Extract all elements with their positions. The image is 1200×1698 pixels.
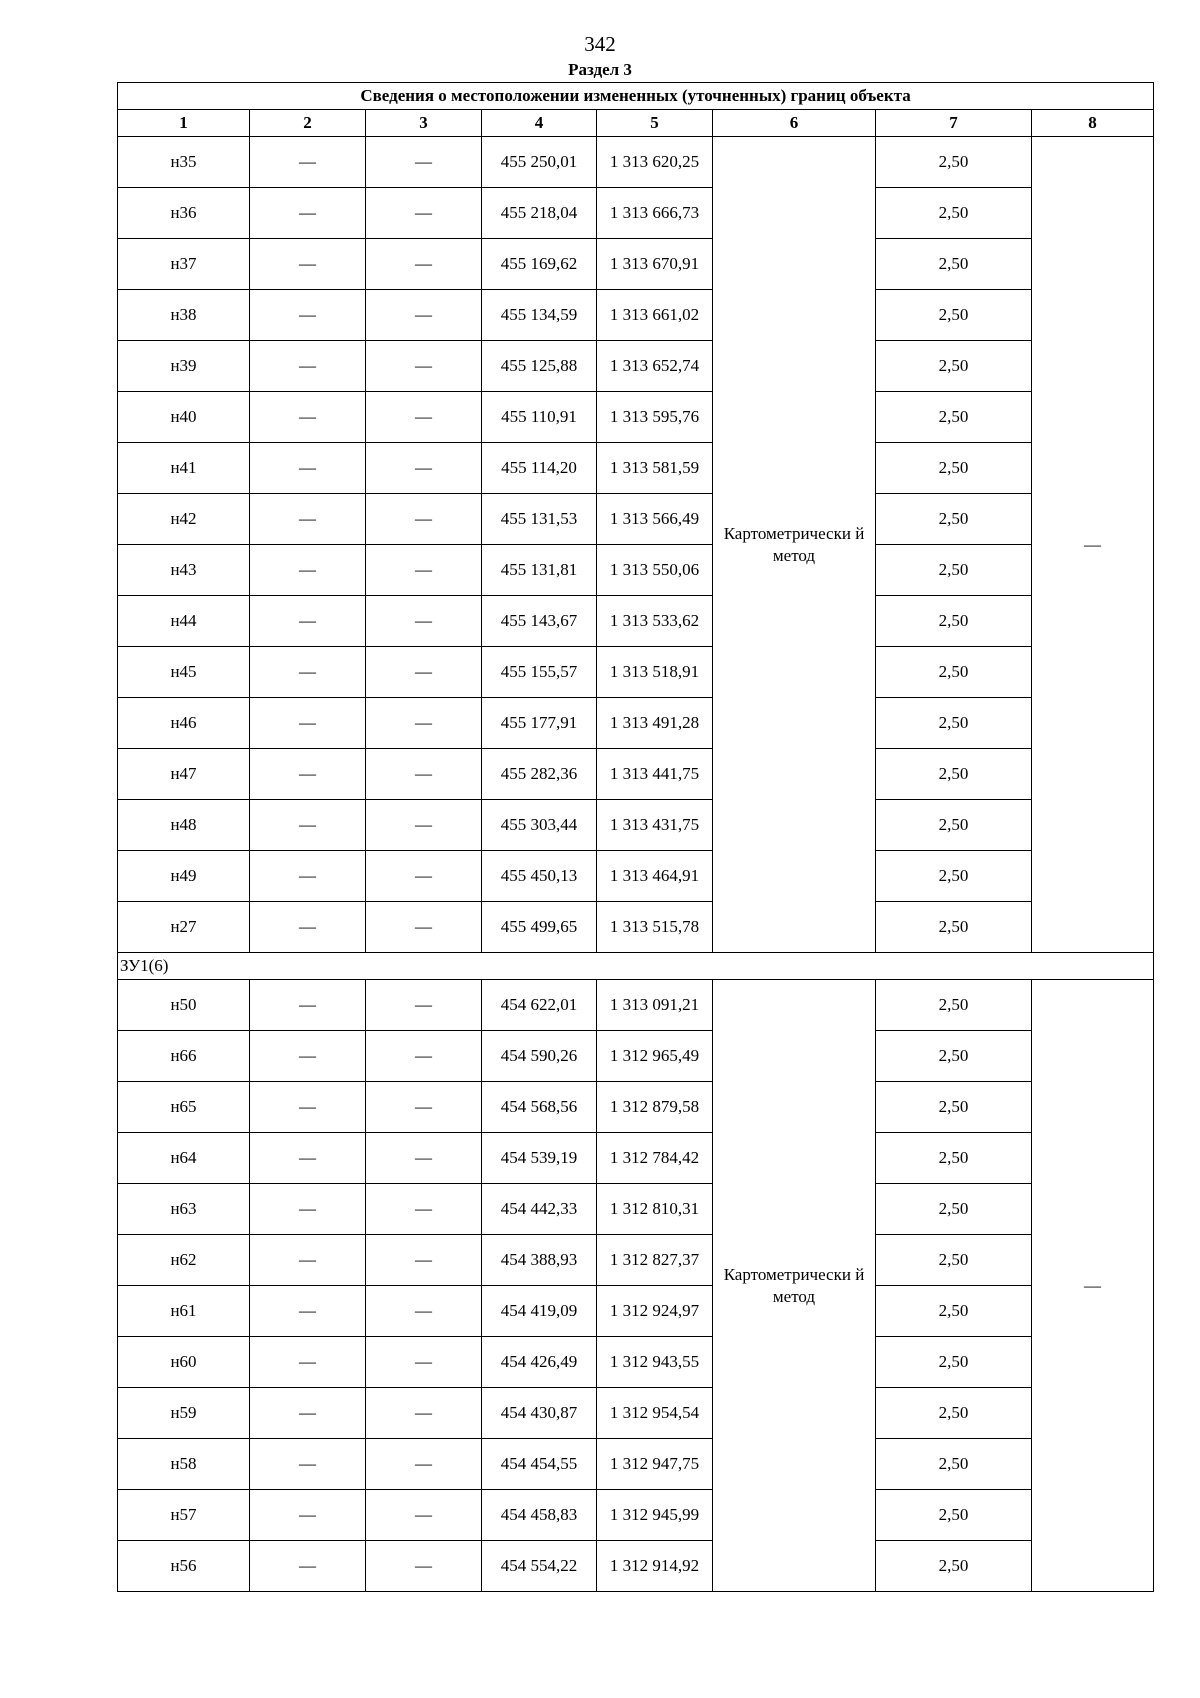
column-header: 7	[876, 110, 1032, 137]
cell-col3: —	[366, 341, 482, 392]
table-row	[118, 341, 1154, 392]
x-coordinate-cell: 454 419,09	[482, 1286, 597, 1337]
cell-col3: —	[366, 239, 482, 290]
cell-col3: —	[366, 749, 482, 800]
point-number-cell: н56	[118, 1541, 250, 1592]
cell-col3: —	[366, 392, 482, 443]
table-row	[118, 980, 1154, 1031]
table-row	[118, 902, 1154, 953]
table-row	[118, 1031, 1154, 1082]
x-coordinate-cell: 455 303,44	[482, 800, 597, 851]
table-row	[118, 851, 1154, 902]
x-coordinate-cell: 455 169,62	[482, 239, 597, 290]
accuracy-cell: 2,50	[876, 137, 1032, 188]
y-coordinate-cell: 1 313 566,49	[597, 494, 713, 545]
x-coordinate-cell: 454 590,26	[482, 1031, 597, 1082]
point-number-cell: н45	[118, 647, 250, 698]
cell-col3: —	[366, 443, 482, 494]
cell-col3: —	[366, 596, 482, 647]
column-header: 2	[250, 110, 366, 137]
x-coordinate-cell: 455 450,13	[482, 851, 597, 902]
y-coordinate-cell: 1 313 661,02	[597, 290, 713, 341]
cell-col3: —	[366, 1235, 482, 1286]
x-coordinate-cell: 454 568,56	[482, 1082, 597, 1133]
point-number-cell: н66	[118, 1031, 250, 1082]
point-number-cell: н44	[118, 596, 250, 647]
table-row	[118, 1235, 1154, 1286]
cell-col3: —	[366, 1337, 482, 1388]
accuracy-cell: 2,50	[876, 698, 1032, 749]
table-row	[118, 1133, 1154, 1184]
point-number-cell: н39	[118, 341, 250, 392]
x-coordinate-cell: 454 388,93	[482, 1235, 597, 1286]
table-row	[118, 1337, 1154, 1388]
x-coordinate-cell: 455 125,88	[482, 341, 597, 392]
cell-col2: —	[250, 1286, 366, 1337]
x-coordinate-cell: 455 131,53	[482, 494, 597, 545]
point-number-cell: н62	[118, 1235, 250, 1286]
accuracy-cell: 2,50	[876, 1031, 1032, 1082]
accuracy-cell: 2,50	[876, 1235, 1032, 1286]
header-row	[118, 110, 1154, 137]
accuracy-cell: 2,50	[876, 1490, 1032, 1541]
cell-col2: —	[250, 980, 366, 1031]
cell-col3: —	[366, 1490, 482, 1541]
table-row	[118, 545, 1154, 596]
cell-col3: —	[366, 1133, 482, 1184]
column-header: 3	[366, 110, 482, 137]
x-coordinate-cell: 455 131,81	[482, 545, 597, 596]
x-coordinate-cell: 454 442,33	[482, 1184, 597, 1235]
method-cell: Картометрически й метод	[713, 980, 876, 1592]
x-coordinate-cell: 455 110,91	[482, 392, 597, 443]
y-coordinate-cell: 1 313 091,21	[597, 980, 713, 1031]
cell-col2: —	[250, 1388, 366, 1439]
cell-col2: —	[250, 1337, 366, 1388]
table-row	[118, 1082, 1154, 1133]
table-row	[118, 647, 1154, 698]
x-coordinate-cell: 455 499,65	[482, 902, 597, 953]
accuracy-cell: 2,50	[876, 1541, 1032, 1592]
y-coordinate-cell: 1 312 879,58	[597, 1082, 713, 1133]
cell-col2: —	[250, 851, 366, 902]
cell-col2: —	[250, 290, 366, 341]
point-number-cell: н64	[118, 1133, 250, 1184]
cell-col2: —	[250, 137, 366, 188]
column-header: 5	[597, 110, 713, 137]
table-row	[118, 800, 1154, 851]
x-coordinate-cell: 455 282,36	[482, 749, 597, 800]
accuracy-cell: 2,50	[876, 851, 1032, 902]
column-header: 4	[482, 110, 597, 137]
point-number-cell: н59	[118, 1388, 250, 1439]
y-coordinate-cell: 1 312 810,31	[597, 1184, 713, 1235]
cell-col3: —	[366, 290, 482, 341]
x-coordinate-cell: 454 430,87	[482, 1388, 597, 1439]
accuracy-cell: 2,50	[876, 800, 1032, 851]
accuracy-cell: 2,50	[876, 494, 1032, 545]
accuracy-cell: 2,50	[876, 1337, 1032, 1388]
cell-col2: —	[250, 1541, 366, 1592]
table-row	[118, 443, 1154, 494]
cell-col3: —	[366, 1439, 482, 1490]
y-coordinate-cell: 1 313 533,62	[597, 596, 713, 647]
cell-col3: —	[366, 800, 482, 851]
x-coordinate-cell: 454 454,55	[482, 1439, 597, 1490]
cell-col3: —	[366, 851, 482, 902]
accuracy-cell: 2,50	[876, 392, 1032, 443]
point-number-cell: н49	[118, 851, 250, 902]
cell-col3: —	[366, 137, 482, 188]
cell-col8: —	[1032, 980, 1154, 1592]
y-coordinate-cell: 1 312 924,97	[597, 1286, 713, 1337]
y-coordinate-cell: 1 312 827,37	[597, 1235, 713, 1286]
point-number-cell: н50	[118, 980, 250, 1031]
coordinates-table	[117, 82, 1154, 1592]
cell-col2: —	[250, 596, 366, 647]
cell-col2: —	[250, 1439, 366, 1490]
cell-col3: —	[366, 545, 482, 596]
cell-col2: —	[250, 902, 366, 953]
point-number-cell: н65	[118, 1082, 250, 1133]
x-coordinate-cell: 455 250,01	[482, 137, 597, 188]
point-number-cell: н43	[118, 545, 250, 596]
y-coordinate-cell: 1 312 947,75	[597, 1439, 713, 1490]
y-coordinate-cell: 1 312 943,55	[597, 1337, 713, 1388]
accuracy-cell: 2,50	[876, 290, 1032, 341]
y-coordinate-cell: 1 313 652,74	[597, 341, 713, 392]
accuracy-cell: 2,50	[876, 239, 1032, 290]
y-coordinate-cell: 1 312 914,92	[597, 1541, 713, 1592]
cell-col3: —	[366, 1286, 482, 1337]
cell-col2: —	[250, 392, 366, 443]
table-row	[118, 392, 1154, 443]
y-coordinate-cell: 1 312 784,42	[597, 1133, 713, 1184]
cell-col3: —	[366, 647, 482, 698]
y-coordinate-cell: 1 312 954,54	[597, 1388, 713, 1439]
accuracy-cell: 2,50	[876, 443, 1032, 494]
cell-col2: —	[250, 800, 366, 851]
cell-col3: —	[366, 698, 482, 749]
point-number-cell: н57	[118, 1490, 250, 1541]
accuracy-cell: 2,50	[876, 647, 1032, 698]
table-row	[118, 188, 1154, 239]
group-label: ЗУ1(6)	[118, 953, 1154, 980]
cell-col3: —	[366, 1082, 482, 1133]
cell-col3: —	[366, 1388, 482, 1439]
table-row	[118, 749, 1154, 800]
point-number-cell: н40	[118, 392, 250, 443]
cell-col2: —	[250, 647, 366, 698]
method-cell: Картометрически й метод	[713, 137, 876, 953]
accuracy-cell: 2,50	[876, 188, 1032, 239]
cell-col2: —	[250, 1133, 366, 1184]
y-coordinate-cell: 1 313 620,25	[597, 137, 713, 188]
cell-col3: —	[366, 188, 482, 239]
table-row	[118, 137, 1154, 188]
point-number-cell: н38	[118, 290, 250, 341]
x-coordinate-cell: 454 539,19	[482, 1133, 597, 1184]
table-row	[118, 1541, 1154, 1592]
cell-col2: —	[250, 749, 366, 800]
x-coordinate-cell: 455 155,57	[482, 647, 597, 698]
y-coordinate-cell: 1 313 595,76	[597, 392, 713, 443]
cell-col2: —	[250, 545, 366, 596]
point-number-cell: н41	[118, 443, 250, 494]
accuracy-cell: 2,50	[876, 980, 1032, 1031]
accuracy-cell: 2,50	[876, 1082, 1032, 1133]
cell-col3: —	[366, 494, 482, 545]
cell-col2: —	[250, 698, 366, 749]
cell-col2: —	[250, 1490, 366, 1541]
cell-col2: —	[250, 341, 366, 392]
cell-col3: —	[366, 1184, 482, 1235]
point-number-cell: н37	[118, 239, 250, 290]
table-row	[118, 1490, 1154, 1541]
cell-col2: —	[250, 1235, 366, 1286]
x-coordinate-cell: 455 114,20	[482, 443, 597, 494]
y-coordinate-cell: 1 312 965,49	[597, 1031, 713, 1082]
table-row	[118, 1388, 1154, 1439]
accuracy-cell: 2,50	[876, 1388, 1032, 1439]
table-row	[118, 494, 1154, 545]
cell-col2: —	[250, 188, 366, 239]
y-coordinate-cell: 1 313 550,06	[597, 545, 713, 596]
point-number-cell: н35	[118, 137, 250, 188]
point-number-cell: н48	[118, 800, 250, 851]
cell-col8: —	[1032, 137, 1154, 953]
x-coordinate-cell: 454 554,22	[482, 1541, 597, 1592]
cell-col2: —	[250, 239, 366, 290]
cell-col3: —	[366, 980, 482, 1031]
cell-col2: —	[250, 1082, 366, 1133]
table-caption: Сведения о местоположении измененных (уточненных) границ объекта	[118, 83, 1154, 110]
group-label-row	[118, 953, 1154, 980]
table-row	[118, 1439, 1154, 1490]
accuracy-cell: 2,50	[876, 545, 1032, 596]
x-coordinate-cell: 455 143,67	[482, 596, 597, 647]
accuracy-cell: 2,50	[876, 1184, 1032, 1235]
column-header: 8	[1032, 110, 1154, 137]
x-coordinate-cell: 455 218,04	[482, 188, 597, 239]
table-row	[118, 596, 1154, 647]
x-coordinate-cell: 455 177,91	[482, 698, 597, 749]
y-coordinate-cell: 1 313 581,59	[597, 443, 713, 494]
point-number-cell: н42	[118, 494, 250, 545]
cell-col2: —	[250, 494, 366, 545]
accuracy-cell: 2,50	[876, 1133, 1032, 1184]
y-coordinate-cell: 1 313 518,91	[597, 647, 713, 698]
point-number-cell: н46	[118, 698, 250, 749]
y-coordinate-cell: 1 313 491,28	[597, 698, 713, 749]
point-number-cell: н27	[118, 902, 250, 953]
accuracy-cell: 2,50	[876, 902, 1032, 953]
y-coordinate-cell: 1 313 441,75	[597, 749, 713, 800]
cell-col2: —	[250, 443, 366, 494]
accuracy-cell: 2,50	[876, 1439, 1032, 1490]
point-number-cell: н60	[118, 1337, 250, 1388]
page-number: 342	[584, 32, 616, 56]
section-title: Раздел 3	[568, 60, 632, 79]
column-header: 1	[118, 110, 250, 137]
point-number-cell: н47	[118, 749, 250, 800]
accuracy-cell: 2,50	[876, 596, 1032, 647]
y-coordinate-cell: 1 313 464,91	[597, 851, 713, 902]
x-coordinate-cell: 454 622,01	[482, 980, 597, 1031]
y-coordinate-cell: 1 313 670,91	[597, 239, 713, 290]
point-number-cell: н36	[118, 188, 250, 239]
y-coordinate-cell: 1 312 945,99	[597, 1490, 713, 1541]
table-row	[118, 1286, 1154, 1337]
accuracy-cell: 2,50	[876, 341, 1032, 392]
y-coordinate-cell: 1 313 666,73	[597, 188, 713, 239]
x-coordinate-cell: 454 458,83	[482, 1490, 597, 1541]
table-row	[118, 239, 1154, 290]
table-row	[118, 698, 1154, 749]
table-row	[118, 290, 1154, 341]
cell-col2: —	[250, 1031, 366, 1082]
cell-col3: —	[366, 1541, 482, 1592]
point-number-cell: н61	[118, 1286, 250, 1337]
cell-col3: —	[366, 902, 482, 953]
accuracy-cell: 2,50	[876, 749, 1032, 800]
accuracy-cell: 2,50	[876, 1286, 1032, 1337]
point-number-cell: н63	[118, 1184, 250, 1235]
cell-col2: —	[250, 1184, 366, 1235]
point-number-cell: н58	[118, 1439, 250, 1490]
column-header: 6	[713, 110, 876, 137]
x-coordinate-cell: 455 134,59	[482, 290, 597, 341]
table-row	[118, 1184, 1154, 1235]
cell-col3: —	[366, 1031, 482, 1082]
y-coordinate-cell: 1 313 431,75	[597, 800, 713, 851]
x-coordinate-cell: 454 426,49	[482, 1337, 597, 1388]
y-coordinate-cell: 1 313 515,78	[597, 902, 713, 953]
